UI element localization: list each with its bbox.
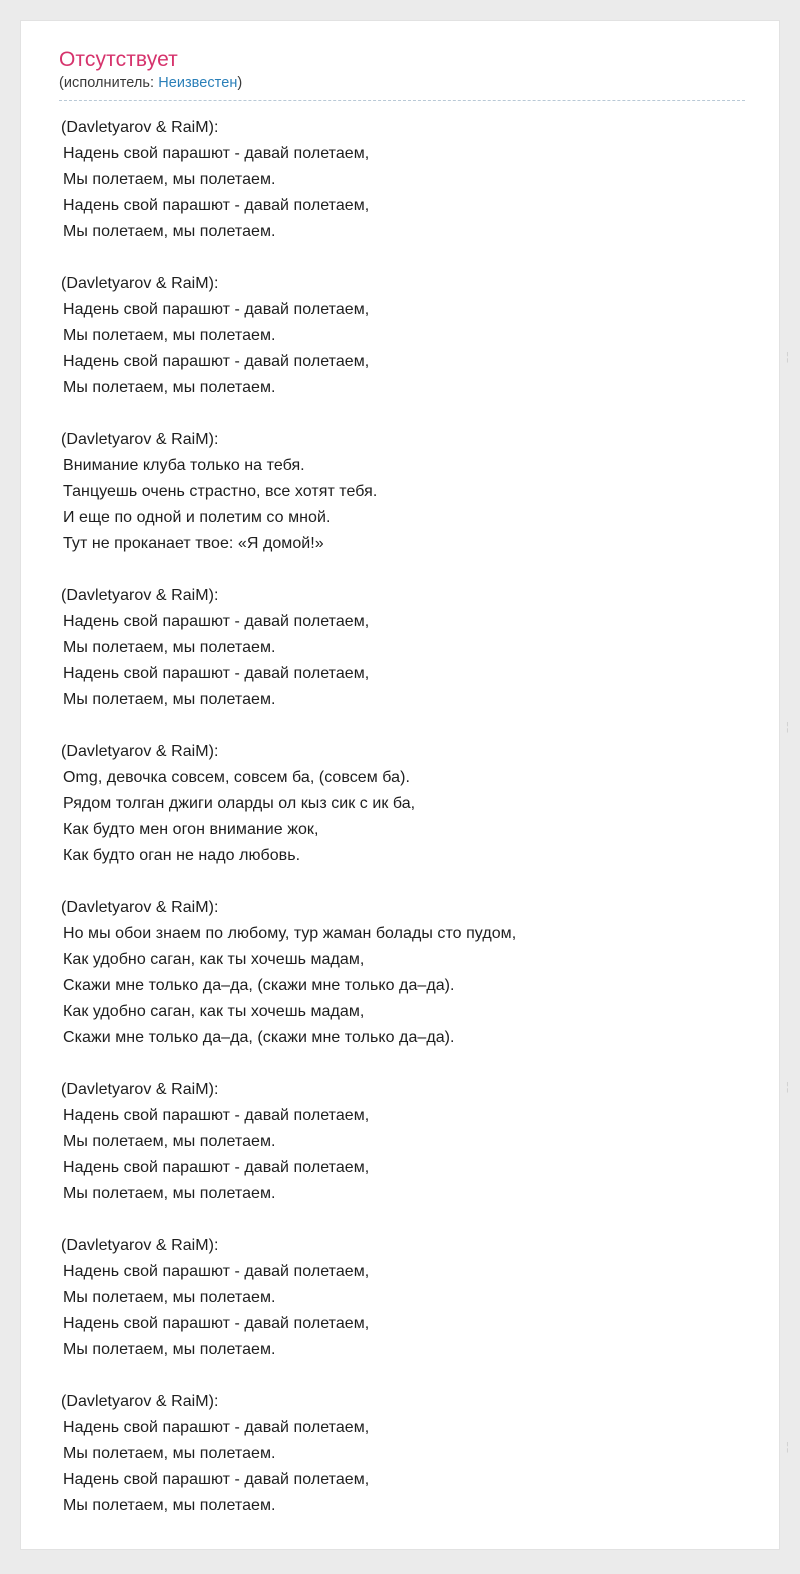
lyrics-line: Скажи мне только да–да, (скажи мне только да–да). (63, 1029, 455, 1046)
lyrics-line: Танцуешь очень страстно, все хотят тебя. (63, 483, 378, 500)
page-edge-mark: ¦ (786, 1441, 789, 1453)
lyrics-stanza (59, 271, 745, 401)
lyrics-line: Скажи мне только да–да, (скажи мне только да–да). (63, 977, 455, 994)
lyrics-stanza (59, 1077, 745, 1207)
lyrics-line: Как будто мен огон внимание жок, (63, 821, 319, 838)
lyrics-line: Мы полетаем, мы полетаем. (63, 1445, 276, 1462)
lyrics-line: Мы полетаем, мы полетаем. (63, 639, 276, 656)
page-edge-mark: ¦ (786, 351, 789, 363)
lyrics-line: Тут не проканает твое: «Я домой!» (63, 535, 324, 552)
lyrics-sheet (20, 20, 789, 1550)
stanza-header: (Davletyarov & RaiM): (61, 899, 219, 916)
lyrics-line: Надень свой парашют - давай полетаем, (63, 301, 370, 318)
lyrics-stanza (59, 1233, 745, 1363)
page-edge-mark: ¦ (786, 721, 789, 733)
lyrics-line: Мы полетаем, мы полетаем. (63, 379, 276, 396)
lyrics-body (59, 115, 745, 1519)
stanza-header: (Davletyarov & RaiM): (61, 1237, 219, 1254)
lyrics-line: Надень свой парашют - давай полетаем, (63, 1107, 370, 1124)
stanza-header: (Davletyarov & RaiM): (61, 431, 219, 448)
lyrics-line: Надень свой парашют - давай полетаем, (63, 1419, 370, 1436)
lyrics-line: Мы полетаем, мы полетаем. (63, 1133, 276, 1150)
lyrics-line: Надень свой парашют - давай полетаем, (63, 1315, 370, 1332)
lyrics-stanza (59, 115, 745, 245)
lyrics-line: Надень свой парашют - давай полетаем, (63, 197, 370, 214)
lyrics-line: Мы полетаем, мы полетаем. (63, 327, 276, 344)
stanza-header: (Davletyarov & RaiM): (61, 119, 219, 136)
lyrics-stanza (59, 895, 745, 1051)
lyrics-line: Надень свой парашют - давай полетаем, (63, 353, 370, 370)
lyrics-line: Рядом толган джиги оларды ол кыз сик с ик ба, (63, 795, 416, 812)
lyrics-line: Мы полетаем, мы полетаем. (63, 1185, 276, 1202)
lyrics-line: Мы полетаем, мы полетаем. (63, 1341, 276, 1358)
lyrics-line: Мы полетаем, мы полетаем. (63, 691, 276, 708)
lyrics-stanza (59, 739, 745, 869)
lyrics-stanza (59, 1389, 745, 1519)
lyrics-line: И еще по одной и полетим со мной. (63, 509, 331, 526)
lyrics-stanza (59, 427, 745, 557)
lyrics-line: Как удобно саган, как ты хочешь мадам, (63, 1003, 365, 1020)
lyrics-stanza (59, 583, 745, 713)
lyrics-line: Но мы обои знаем по любому, тур жаман болады сто пудом, (63, 925, 517, 942)
lyrics-line: Omg, девочка совсем, совсем ба, (совсем ба). (63, 769, 410, 786)
lyrics-line: Как будто оган не надо любовь. (63, 847, 301, 864)
stanza-header: (Davletyarov & RaiM): (61, 743, 219, 760)
lyrics-line: Мы полетаем, мы полетаем. (63, 171, 276, 188)
artist-line (59, 75, 745, 101)
stanza-header: (Davletyarov & RaiM): (61, 275, 219, 292)
page-edge-mark: ¦ (786, 1081, 789, 1093)
stanza-header: (Davletyarov & RaiM): (61, 1081, 219, 1098)
page-title: Отсутствует (59, 48, 178, 71)
artist-prefix: (исполнитель: (59, 75, 159, 91)
lyrics-line: Надень свой парашют - давай полетаем, (63, 145, 370, 162)
lyrics-line: Как удобно саган, как ты хочешь мадам, (63, 951, 365, 968)
artist-link[interactable]: Неизвестен (158, 75, 238, 91)
lyrics-line: Мы полетаем, мы полетаем. (63, 1289, 276, 1306)
stanza-header: (Davletyarov & RaiM): (61, 1393, 219, 1410)
lyrics-line: Надень свой парашют - давай полетаем, (63, 1159, 370, 1176)
lyrics-line: Мы полетаем, мы полетаем. (63, 223, 276, 240)
lyrics-line: Внимание клуба только на тебя. (63, 457, 305, 474)
lyrics-line: Надень свой парашют - давай полетаем, (63, 1471, 370, 1488)
lyrics-line: Надень свой парашют - давай полетаем, (63, 1263, 370, 1280)
lyrics-line: Надень свой парашют - давай полетаем, (63, 613, 370, 630)
lyrics-line: Мы полетаем, мы полетаем. (63, 1497, 276, 1514)
stanza-header: (Davletyarov & RaiM): (61, 587, 219, 604)
lyrics-line: Надень свой парашют - давай полетаем, (63, 665, 370, 682)
artist-suffix: ) (237, 75, 243, 91)
